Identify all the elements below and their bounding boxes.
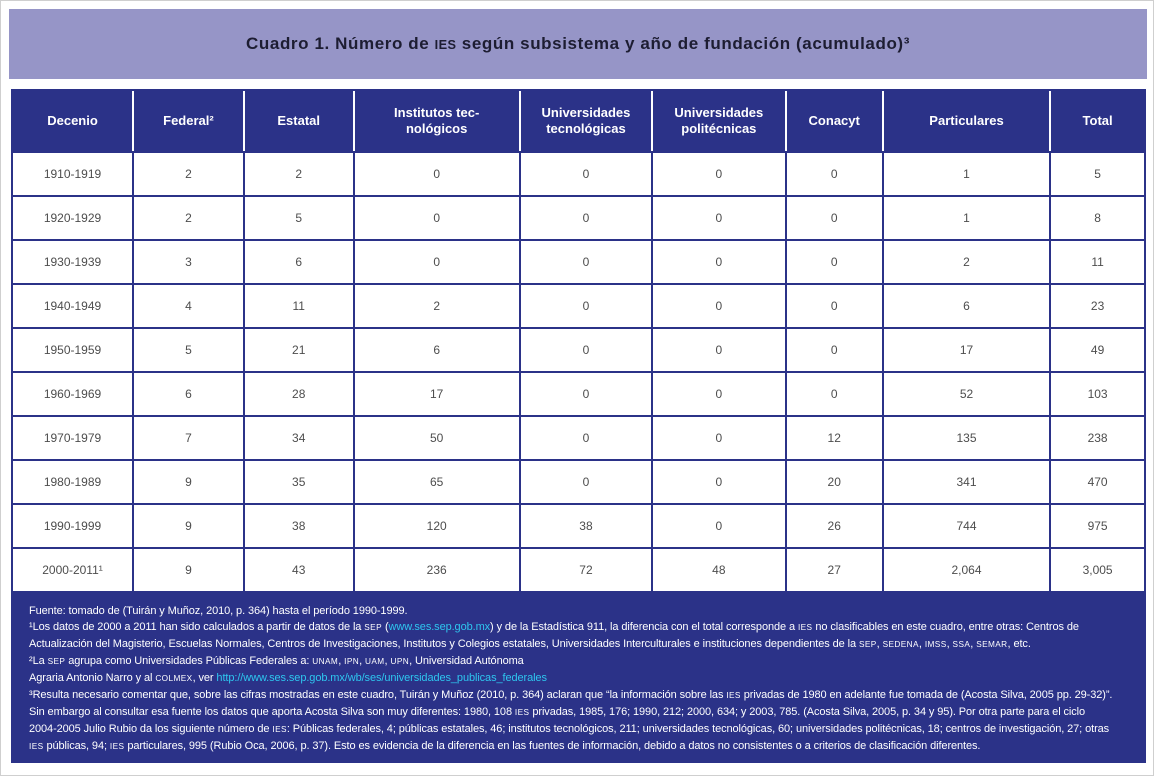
value-cell: 6 bbox=[884, 283, 1051, 327]
value-cell: 0 bbox=[521, 371, 653, 415]
value-cell: 6 bbox=[134, 371, 245, 415]
value-cell: 38 bbox=[245, 503, 355, 547]
footnote-line: ³Resulta necesario comentar que, sobre las cifras mostradas en este cuadro, Tuirán y Muñoz (2010, p. 364) aclaran que “la información sobre las IES privadas de 1980 en adelante fue tomada de (Acosta Silva, 2005 pp. 29-32)”. bbox=[29, 689, 1113, 701]
value-cell: 3,005 bbox=[1051, 547, 1144, 591]
value-cell: 0 bbox=[653, 151, 786, 195]
smallcaps-acronym: IMSS bbox=[924, 640, 947, 649]
value-cell: 50 bbox=[355, 415, 521, 459]
value-cell: 1 bbox=[884, 195, 1051, 239]
value-cell: 0 bbox=[787, 151, 884, 195]
table-row bbox=[13, 151, 1144, 195]
value-cell: 3 bbox=[134, 239, 245, 283]
value-cell: 0 bbox=[355, 195, 521, 239]
smallcaps-acronym: SEDENA bbox=[882, 640, 919, 649]
decade-cell: 1940-1949 bbox=[13, 283, 134, 327]
decade-cell: 1980-1989 bbox=[13, 459, 134, 503]
smallcaps-acronym: IES bbox=[434, 37, 457, 52]
smallcaps-acronym: IPN bbox=[344, 657, 360, 666]
value-cell: 0 bbox=[653, 503, 786, 547]
value-cell: 0 bbox=[521, 327, 653, 371]
smallcaps-acronym: UPN bbox=[390, 657, 410, 666]
decade-cell: 1910-1919 bbox=[13, 151, 134, 195]
smallcaps-acronym: IES bbox=[109, 742, 125, 751]
decade-cell: 1950-1959 bbox=[13, 327, 134, 371]
table-row bbox=[13, 547, 1144, 591]
footnote-line: Sin embargo al consultar esa fuente los datos que aporta Acosta Silva son muy diferentes: 1980, 108 IES privadas, 1985, 176; 1990, 212; 2000, 634; y 2003, 785. (Acosta Silva, 2005, p. 34 y 95). Por otra parte para el ciclo bbox=[29, 706, 1086, 718]
value-cell: 17 bbox=[884, 327, 1051, 371]
table-header bbox=[13, 91, 1144, 151]
value-cell: 9 bbox=[134, 547, 245, 591]
value-cell: 2 bbox=[884, 239, 1051, 283]
value-cell: 0 bbox=[521, 459, 653, 503]
smallcaps-acronym: IES bbox=[29, 742, 44, 751]
value-cell: 28 bbox=[245, 371, 355, 415]
smallcaps-acronym: IES bbox=[272, 725, 287, 734]
value-cell: 0 bbox=[653, 239, 786, 283]
value-cell: 52 bbox=[884, 371, 1051, 415]
footnote-line: Actualización del Magisterio, Escuelas Normales, Centros de Investigaciones, Institutos y Colegios estatales, Universidades Interculturales e instituciones dependientes de la SEP, SEDENA, IMSS, SSA, SEMAR, etc. bbox=[29, 638, 1031, 650]
value-cell: 2 bbox=[134, 195, 245, 239]
column-header: Federal² bbox=[134, 91, 245, 151]
table-row bbox=[13, 195, 1144, 239]
value-cell: 4 bbox=[134, 283, 245, 327]
value-cell: 5 bbox=[1051, 151, 1144, 195]
smallcaps-acronym: COLMEX bbox=[155, 674, 193, 683]
value-cell: 0 bbox=[521, 415, 653, 459]
footnote-line: IES públicas, 94; IES particulares, 995 (Rubio Oca, 2006, p. 37). Esto es evidencia de la diferencia en las fuentes de información, debido a datos no consistentes o a criterios de clasificación diferentes. bbox=[29, 740, 981, 752]
value-cell: 0 bbox=[787, 371, 884, 415]
table-footnotes bbox=[11, 593, 1146, 763]
value-cell: 65 bbox=[355, 459, 521, 503]
value-cell: 11 bbox=[245, 283, 355, 327]
value-cell: 7 bbox=[134, 415, 245, 459]
smallcaps-acronym: SEP bbox=[47, 657, 66, 666]
value-cell: 0 bbox=[521, 239, 653, 283]
smallcaps-acronym: IES bbox=[726, 691, 741, 700]
value-cell: 17 bbox=[355, 371, 521, 415]
header-row bbox=[13, 91, 1144, 151]
value-cell: 21 bbox=[245, 327, 355, 371]
decade-cell: 1990-1999 bbox=[13, 503, 134, 547]
value-cell: 120 bbox=[355, 503, 521, 547]
decade-cell: 1920-1929 bbox=[13, 195, 134, 239]
value-cell: 0 bbox=[355, 151, 521, 195]
table-container bbox=[11, 89, 1146, 763]
smallcaps-acronym: SEMAR bbox=[976, 640, 1008, 649]
value-cell: 27 bbox=[787, 547, 884, 591]
table-row bbox=[13, 283, 1144, 327]
smallcaps-acronym: SEP bbox=[858, 640, 877, 649]
value-cell: 470 bbox=[1051, 459, 1144, 503]
value-cell: 2 bbox=[134, 151, 245, 195]
decade-cell: 2000-2011¹ bbox=[13, 547, 134, 591]
value-cell: 23 bbox=[1051, 283, 1144, 327]
value-cell: 103 bbox=[1051, 371, 1144, 415]
column-header: Universidades tecnológicas bbox=[521, 91, 653, 151]
table-row bbox=[13, 371, 1144, 415]
value-cell: 975 bbox=[1051, 503, 1144, 547]
column-header: Particulares bbox=[884, 91, 1051, 151]
value-cell: 236 bbox=[355, 547, 521, 591]
value-cell: 6 bbox=[245, 239, 355, 283]
decade-cell: 1960-1969 bbox=[13, 371, 134, 415]
column-header: Total bbox=[1051, 91, 1144, 151]
value-cell: 0 bbox=[521, 195, 653, 239]
value-cell: 9 bbox=[134, 459, 245, 503]
value-cell: 2 bbox=[355, 283, 521, 327]
value-cell: 20 bbox=[787, 459, 884, 503]
smallcaps-acronym: IES bbox=[514, 708, 530, 717]
value-cell: 5 bbox=[245, 195, 355, 239]
url-link[interactable]: www.ses.sep.gob.mx bbox=[388, 621, 491, 633]
table-body bbox=[13, 151, 1144, 591]
value-cell: 0 bbox=[653, 459, 786, 503]
value-cell: 72 bbox=[521, 547, 653, 591]
value-cell: 5 bbox=[134, 327, 245, 371]
value-cell: 0 bbox=[787, 283, 884, 327]
value-cell: 12 bbox=[787, 415, 884, 459]
value-cell: 0 bbox=[787, 195, 884, 239]
footnote-line: ¹Los datos de 2000 a 2011 han sido calculados a partir de datos de la SEP (www.ses.sep.gob.mx) y de la Estadística 911, la diferencia con el total corresponde a IES no clasificables en este cuadro, entre otras: Centros de bbox=[29, 621, 1079, 633]
value-cell: 35 bbox=[245, 459, 355, 503]
value-cell: 0 bbox=[521, 283, 653, 327]
value-cell: 0 bbox=[787, 327, 884, 371]
table-row bbox=[13, 459, 1144, 503]
table-title: Cuadro 1. Número de IES según subsistema y año de fundación (acumulado)³ bbox=[246, 34, 910, 53]
value-cell: 0 bbox=[653, 327, 786, 371]
value-cell: 26 bbox=[787, 503, 884, 547]
footnote-line: Fuente: tomado de (Tuirán y Muñoz, 2010, p. 364) hasta el período 1990-1999. bbox=[29, 605, 408, 617]
table-title-banner bbox=[9, 9, 1147, 79]
value-cell: 341 bbox=[884, 459, 1051, 503]
smallcaps-acronym: SSA bbox=[952, 640, 971, 649]
value-cell: 43 bbox=[245, 547, 355, 591]
smallcaps-acronym: SEP bbox=[364, 623, 382, 632]
value-cell: 34 bbox=[245, 415, 355, 459]
column-header: Conacyt bbox=[787, 91, 884, 151]
value-cell: 6 bbox=[355, 327, 521, 371]
table-row bbox=[13, 327, 1144, 371]
table-row bbox=[13, 415, 1144, 459]
value-cell: 2,064 bbox=[884, 547, 1051, 591]
column-header: Universidades politécnicas bbox=[653, 91, 786, 151]
column-header: Decenio bbox=[13, 91, 134, 151]
value-cell: 9 bbox=[134, 503, 245, 547]
value-cell: 0 bbox=[787, 239, 884, 283]
value-cell: 0 bbox=[355, 239, 521, 283]
smallcaps-acronym: IES bbox=[797, 623, 813, 632]
footnote-line: 2004-2005 Julio Rubio da los siguiente número de IES: Públicas federales, 4; públicas estatales, 46; institutos tecnológicos, 211; universidades tecnológicas, 60; universidades politécnicas, 18; centros de investigación, 27; otras bbox=[29, 723, 1110, 735]
data-table bbox=[11, 89, 1146, 593]
footnote-line: ²La SEP agrupa como Universidades Públicas Federales a: UNAM, IPN, UAM, UPN, Universidad Autónoma bbox=[29, 655, 524, 667]
value-cell: 0 bbox=[653, 371, 786, 415]
value-cell: 0 bbox=[653, 283, 786, 327]
value-cell: 49 bbox=[1051, 327, 1144, 371]
decade-cell: 1970-1979 bbox=[13, 415, 134, 459]
url-link[interactable]: www.ses.sep.gob.mx bbox=[243, 672, 345, 684]
decade-cell: 1930-1939 bbox=[13, 239, 134, 283]
value-cell: 1 bbox=[884, 151, 1051, 195]
value-cell: 0 bbox=[653, 195, 786, 239]
value-cell: 238 bbox=[1051, 415, 1144, 459]
value-cell: 0 bbox=[653, 415, 786, 459]
column-header: Institutos tec-nológicos bbox=[355, 91, 521, 151]
smallcaps-acronym: UNAM bbox=[312, 657, 339, 666]
footnote-line: Agraria Antonio Narro y al COLMEX, ver http://www.ses.sep.gob.mx/wb/ses/universidades_publicas_federales bbox=[29, 672, 547, 684]
table-row bbox=[13, 239, 1144, 283]
value-cell: 2 bbox=[245, 151, 355, 195]
value-cell: 48 bbox=[653, 547, 786, 591]
table-row bbox=[13, 503, 1144, 547]
value-cell: 11 bbox=[1051, 239, 1144, 283]
value-cell: 744 bbox=[884, 503, 1051, 547]
value-cell: 38 bbox=[521, 503, 653, 547]
column-header: Estatal bbox=[245, 91, 355, 151]
smallcaps-acronym: UAM bbox=[365, 657, 385, 666]
url-link[interactable]: http://www.ses.sep.gob.mx/wb/ses/universidades_publicas_federales bbox=[216, 672, 547, 684]
value-cell: 0 bbox=[521, 151, 653, 195]
value-cell: 8 bbox=[1051, 195, 1144, 239]
value-cell: 135 bbox=[884, 415, 1051, 459]
